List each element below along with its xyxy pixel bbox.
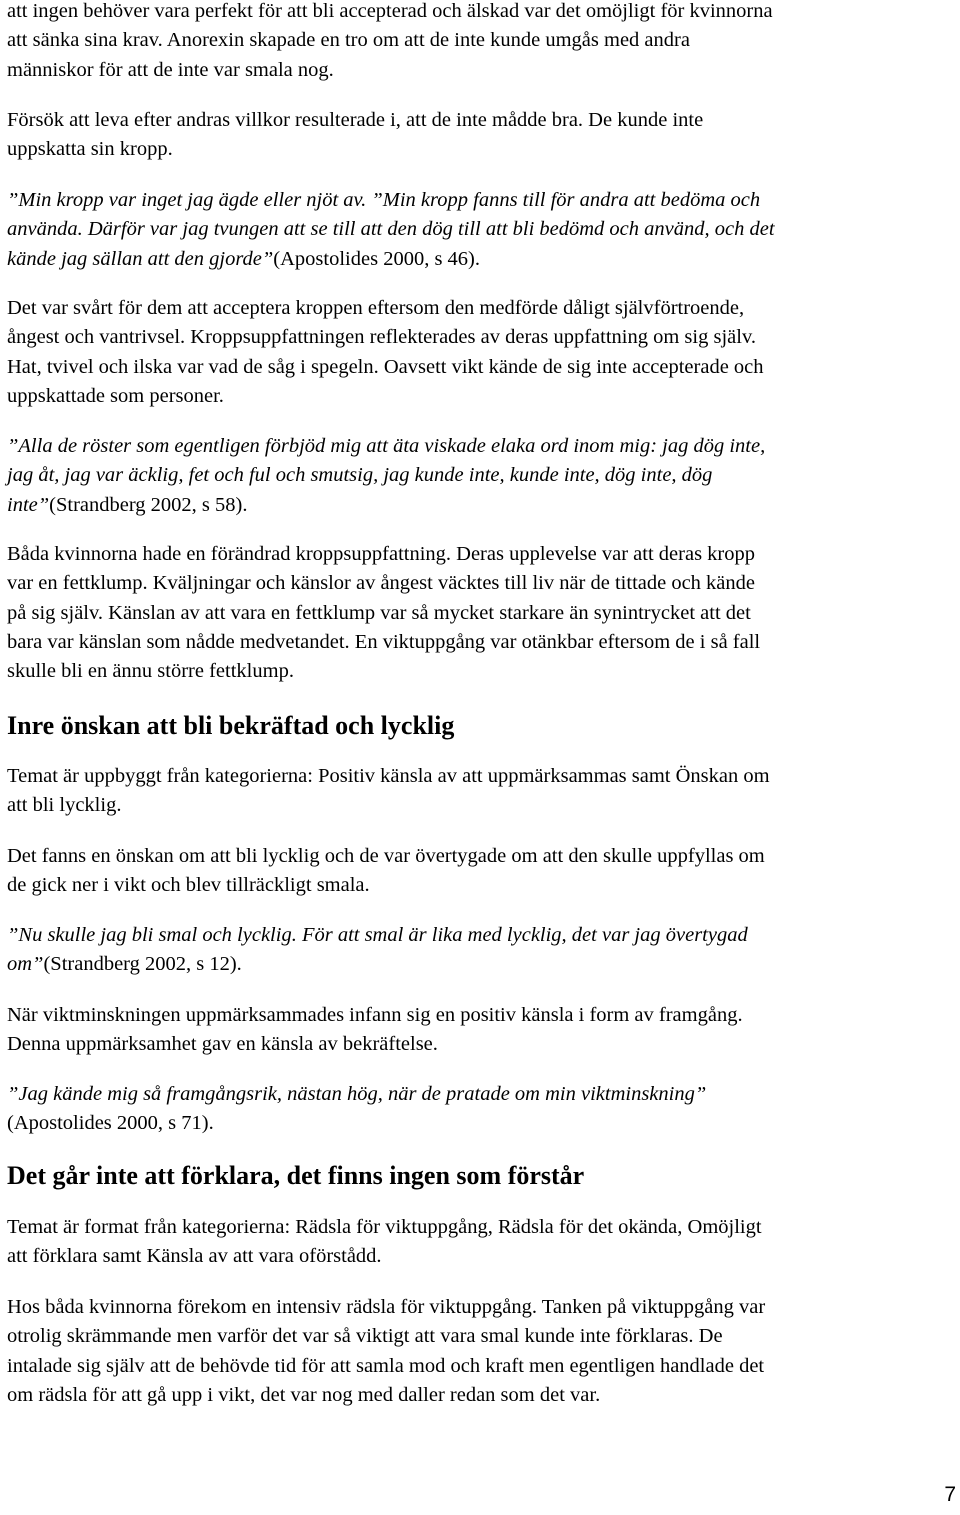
body-text: Temat är uppbyggt från kategorierna: Positiv känsla av att uppmärksammas samt Önskan om <box>7 765 770 787</box>
quote-text: ”Nu skulle jag bli smal och lycklig. För att smal är lika med lycklig, det var jag övertygad <box>7 924 748 946</box>
body-text: (Apostolides 2000, s 71). <box>7 1112 214 1135</box>
quote-text: om” <box>7 953 44 976</box>
text-line <box>7 135 953 164</box>
body-text: otrolig skrämmande men varför det var så viktigt att vara smal kunde inte förklaras. De <box>7 1325 723 1348</box>
quote-text: ”Alla de röster som egentligen förbjöd mig att äta viskade elaka ord inom mig: jag dög inte, <box>7 435 766 457</box>
text-line <box>7 599 953 628</box>
paragraph-acceptera-kroppen <box>7 294 953 411</box>
text-line <box>7 382 953 411</box>
quote-strandberg-58 <box>7 432 953 520</box>
paragraph-intensiv-radsla <box>7 1293 953 1410</box>
quote-text: använda. Därför var jag tvungen att se till att den dög till att bli bedömd och använd, och det <box>7 218 775 241</box>
text-line <box>7 569 953 598</box>
body-text: att sänka sina krav. Anorexin skapade en tro om att de inte kunde umgås med andra <box>7 29 690 52</box>
text-line <box>7 461 953 490</box>
body-text: Temat är format från kategorierna: Rädsla för viktuppgång, Rädsla för det okända, Omöjligt <box>7 1216 762 1238</box>
quote-apostolides-71 <box>7 1080 953 1139</box>
text-line <box>7 762 953 791</box>
text-line <box>7 791 953 820</box>
body-text: Båda kvinnorna hade en förändrad kroppsuppfattning. Deras upplevelse var att deras kropp <box>7 543 755 565</box>
body-text: bara var känslan som nådde medvetandet. En viktuppgång var otänkbar eftersom de i så fall <box>7 630 761 653</box>
text-line <box>7 950 953 979</box>
text-line <box>7 1109 953 1138</box>
section-heading-bekraftad: Inre önskan att bli bekräftad och lycklig <box>7 711 455 740</box>
body-text: att ingen behöver vara perfekt för att bli accepterad och älskad var det omöjligt för kvinnorna <box>7 0 773 22</box>
text-line <box>7 1293 953 1322</box>
body-text: om rädsla för att gå upp i vikt, det var nog med daller redan som det var. <box>7 1383 601 1406</box>
text-line <box>7 871 953 900</box>
body-text: de gick ner i vikt och blev tillräckligt smala. <box>7 874 370 897</box>
text-line <box>7 491 953 520</box>
text-line <box>7 1080 953 1109</box>
text-line <box>7 186 953 215</box>
quote-apostolides-46 <box>7 186 953 274</box>
text-line <box>7 1242 953 1271</box>
text-line <box>7 353 953 382</box>
body-text: uppskatta sin kropp. <box>7 138 173 161</box>
body-text: skulle bli en ännu större fettklump. <box>7 660 294 683</box>
quote-text: jag åt, jag var äcklig, fet och ful och smutsig, jag kunde inte, kunde inte, dög inte, dög <box>7 464 713 487</box>
body-text: Försök att leva efter andras villkor resulterade i, att de inte mådde bra. De kunde inte <box>7 109 704 131</box>
body-text: (Strandberg 2002, s 58). <box>49 493 248 516</box>
paragraph-intro <box>7 0 953 85</box>
body-text: intalade sig själv att de behövde tid för att samla mod och kraft men egentligen handlade det <box>7 1354 765 1377</box>
text-line <box>7 1001 953 1030</box>
body-text: Hos båda kvinnorna förekom en intensiv rädsla för viktuppgång. Tanken på viktuppgång var <box>7 1296 766 1318</box>
text-line <box>7 215 953 244</box>
quote-text: inte” <box>7 493 50 516</box>
body-text: Denna uppmärksamhet gav en känsla av bekräftelse. <box>7 1033 438 1056</box>
body-text: människor för att de inte var smala nog. <box>7 58 334 81</box>
body-text: ångest och vantrivsel. Kroppsuppfattningen reflekterades av deras uppfattning om sig själv. <box>7 326 756 349</box>
section-heading-forklara: Det går inte att förklara, det finns ingen som förstår <box>7 1161 585 1190</box>
body-text: uppskattade som personer. <box>7 384 224 407</box>
text-line <box>7 921 953 950</box>
text-line <box>7 106 953 135</box>
text-line <box>7 26 953 55</box>
text-line <box>7 1322 953 1351</box>
text-line <box>7 56 953 85</box>
text-line <box>7 0 953 26</box>
text-line <box>7 432 953 461</box>
text-line <box>7 1381 953 1410</box>
body-text: på sig själv. Känslan av att vara en fettklump var så mycket starkare än synintrycket att det <box>7 601 751 624</box>
text-line <box>7 323 953 352</box>
quote-text: ”Jag kände mig så framgångsrik, nästan hög, när de pratade om min viktminskning” <box>7 1083 707 1105</box>
quote-text: kände jag sällan att den gjorde” <box>7 247 274 270</box>
paragraph-tema-radsla <box>7 1213 953 1272</box>
text-line <box>7 842 953 871</box>
paragraph-villkor <box>7 106 953 165</box>
text-line <box>7 245 953 274</box>
body-text: var en fettklump. Kväljningar och känslor av ångest väcktes till liv när de tittade och kände <box>7 572 756 595</box>
body-text: att bli lycklig. <box>7 794 122 817</box>
quote-strandberg-12 <box>7 921 953 980</box>
body-text: (Strandberg 2002, s 12). <box>43 953 242 976</box>
text-line <box>7 1213 953 1242</box>
paragraph-onskan <box>7 842 953 901</box>
body-text: Det fanns en önskan om att bli lycklig och de var övertygade om att den skulle uppfyllas om <box>7 845 765 867</box>
body-text: (Apostolides 2000, s 46). <box>273 247 480 270</box>
quote-text: ”Min kropp var inget jag ägde eller njöt av. ”Min kropp fanns till för andra att bedöma och <box>7 189 761 211</box>
body-text: Det var svårt för dem att acceptera kroppen eftersom den medförde dåligt självförtroende, <box>7 297 745 319</box>
text-line <box>7 294 953 323</box>
body-text: att förklara samt Känsla av att vara oförstådd. <box>7 1245 382 1268</box>
paragraph-tema-positiv <box>7 762 953 821</box>
body-text: När viktminskningen uppmärksammades infann sig en positiv känsla i form av framgång. <box>7 1004 743 1026</box>
body-text: Hat, tvivel och ilska var vad de såg i spegeln. Oavsett vikt kände de sig inte accepterade och <box>7 355 764 378</box>
text-line <box>7 657 953 686</box>
text-line <box>7 540 953 569</box>
text-line <box>7 1030 953 1059</box>
text-line <box>7 628 953 657</box>
text-line <box>7 1352 953 1381</box>
paragraph-viktminskning <box>7 1001 953 1060</box>
page-number: 7 <box>944 1483 956 1506</box>
paragraph-fettklump <box>7 540 953 686</box>
